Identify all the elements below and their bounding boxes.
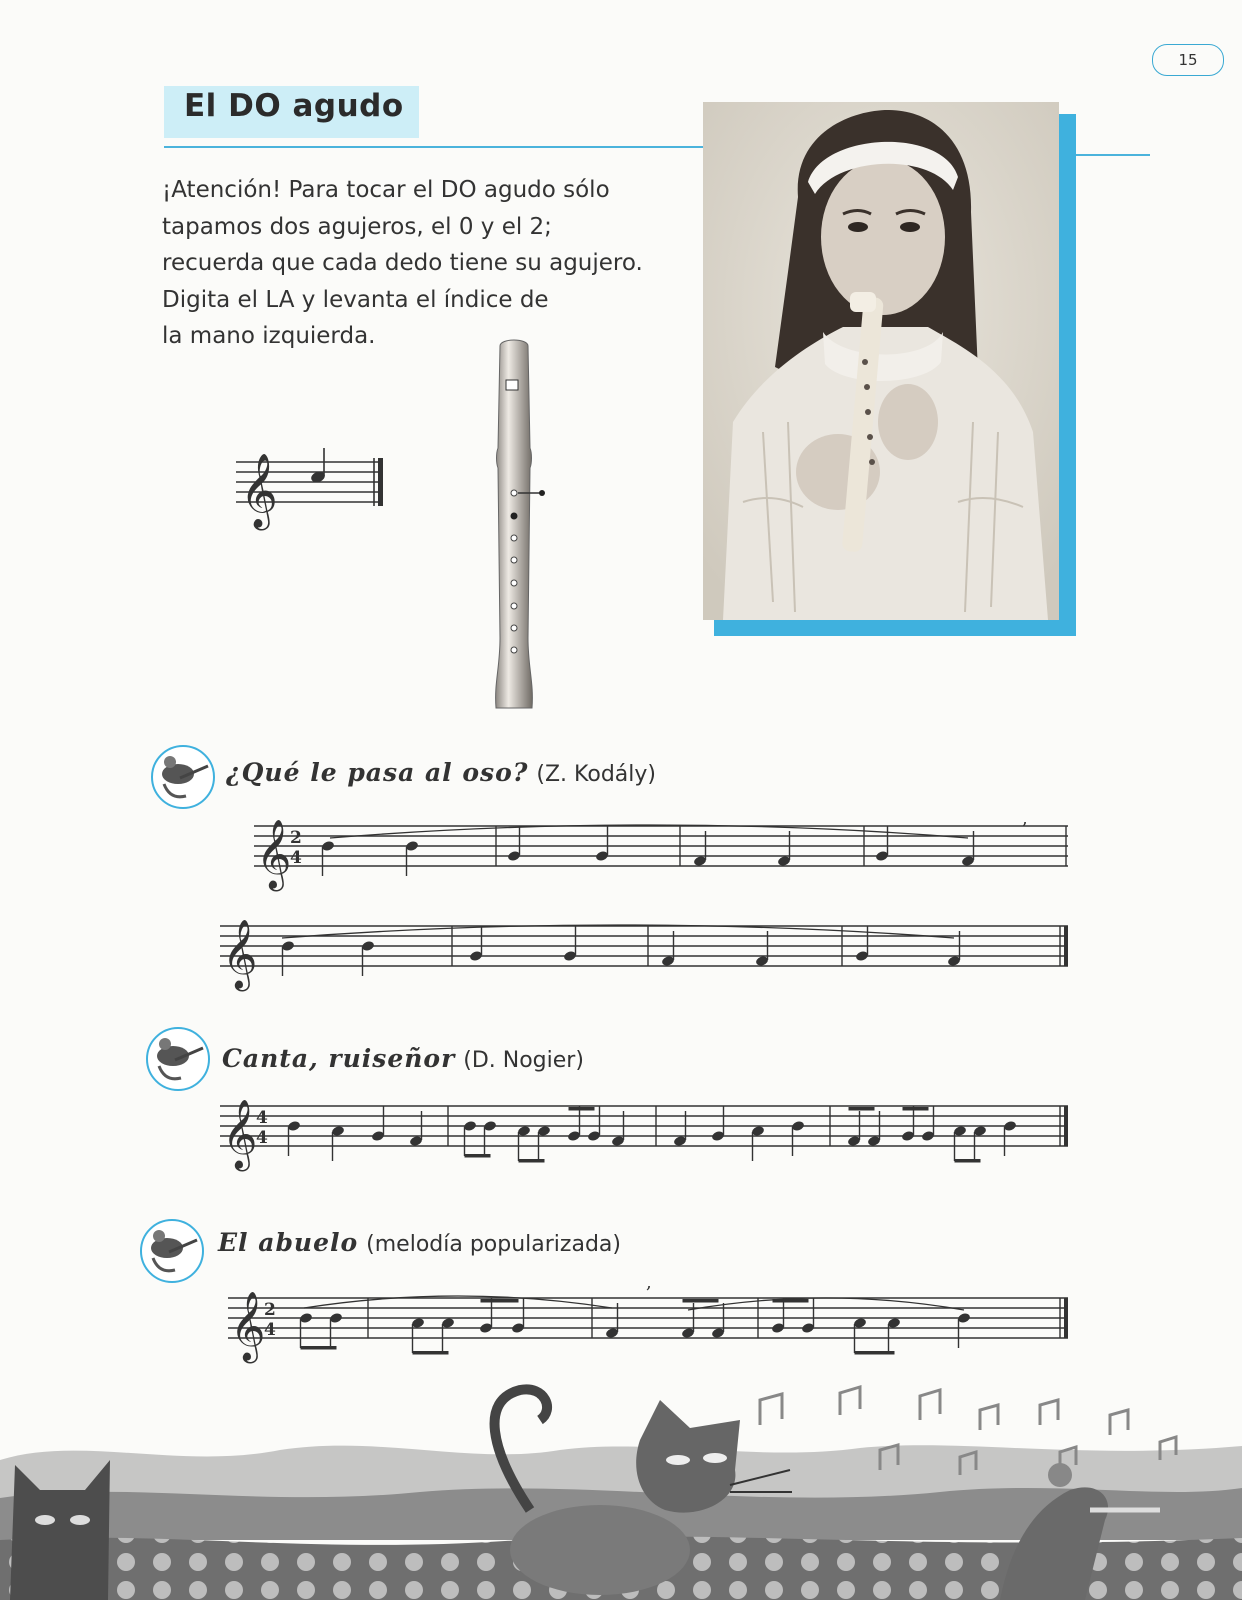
note-beam [465, 1154, 491, 1158]
recorder-fingering-diagram [488, 338, 558, 708]
intro-paragraph [162, 172, 682, 355]
treble-clef-icon: 𝄞 [222, 919, 258, 989]
treble-clef-icon: 𝄞 [256, 819, 292, 889]
note-beam [955, 1159, 981, 1163]
note-beam [903, 1107, 929, 1111]
svg-text:𝄞: 𝄞 [240, 454, 278, 528]
photo-rule [1070, 154, 1150, 156]
breath-mark: , [1022, 808, 1028, 829]
time-signature-bottom: 4 [264, 1320, 276, 1340]
page-title: El DO agudo [184, 88, 404, 124]
note-beam [569, 1107, 595, 1111]
song-title-1 [226, 758, 656, 787]
note-beam [683, 1299, 719, 1303]
final-barline [1064, 1106, 1068, 1146]
intro-line: Digita el LA y levanta el índice de [162, 286, 549, 313]
title-rule [164, 146, 712, 148]
time-signature-bottom: 4 [256, 1128, 268, 1148]
song-name: El abuelo [218, 1228, 359, 1257]
note-beam [481, 1299, 519, 1303]
music-staff-song1-line1 [252, 808, 1074, 894]
page-number: 15 [1152, 44, 1224, 76]
song-name: Canta, ruiseñor [222, 1044, 456, 1073]
song-name: ¿Qué le pasa al oso? [226, 758, 529, 787]
treble-clef-icon: 𝄞 [230, 1291, 266, 1361]
time-signature-top: 2 [264, 1300, 276, 1320]
breath-mark: , [646, 1272, 652, 1293]
note-beam [519, 1159, 545, 1163]
mouse-mascot-icon [139, 1218, 205, 1284]
do-agudo-note-staff [232, 444, 392, 534]
time-signature-top: 2 [290, 828, 302, 848]
intro-line: ¡Atención! Para tocar el DO agudo sólo [162, 177, 610, 203]
song-composer: (melodía popularizada) [366, 1232, 621, 1257]
note-beam [413, 1351, 449, 1355]
music-staff-song2 [218, 1092, 1074, 1174]
time-signature-top: 4 [256, 1108, 268, 1128]
music-staff-song1-line2 [218, 912, 1074, 994]
treble-clef-icon: 𝄞 [222, 1099, 258, 1169]
intro-line: recuerda que cada dedo tiene su agujero. [162, 250, 643, 276]
final-barline [1064, 926, 1068, 966]
song-title-3 [218, 1228, 621, 1257]
song-composer: (Z. Kodály) [536, 762, 656, 787]
note-beam [849, 1107, 875, 1111]
time-signature-bottom: 4 [290, 848, 302, 868]
song-title-2 [222, 1044, 584, 1073]
mouse-mascot-icon [150, 744, 216, 810]
intro-line: tapamos dos agujeros, el 0 y el 2; [162, 213, 552, 240]
mouse-mascot-icon [145, 1026, 211, 1092]
note-beam [301, 1346, 337, 1350]
music-staff-song3 [226, 1272, 1074, 1366]
girl-playing-recorder-photo [703, 102, 1059, 620]
note-beam [855, 1351, 895, 1355]
song-composer: (D. Nogier) [463, 1048, 584, 1073]
intro-line: la mano izquierda. [162, 323, 376, 349]
final-barline [1064, 1298, 1068, 1338]
cats-and-mouse-illustration [0, 1380, 1242, 1600]
